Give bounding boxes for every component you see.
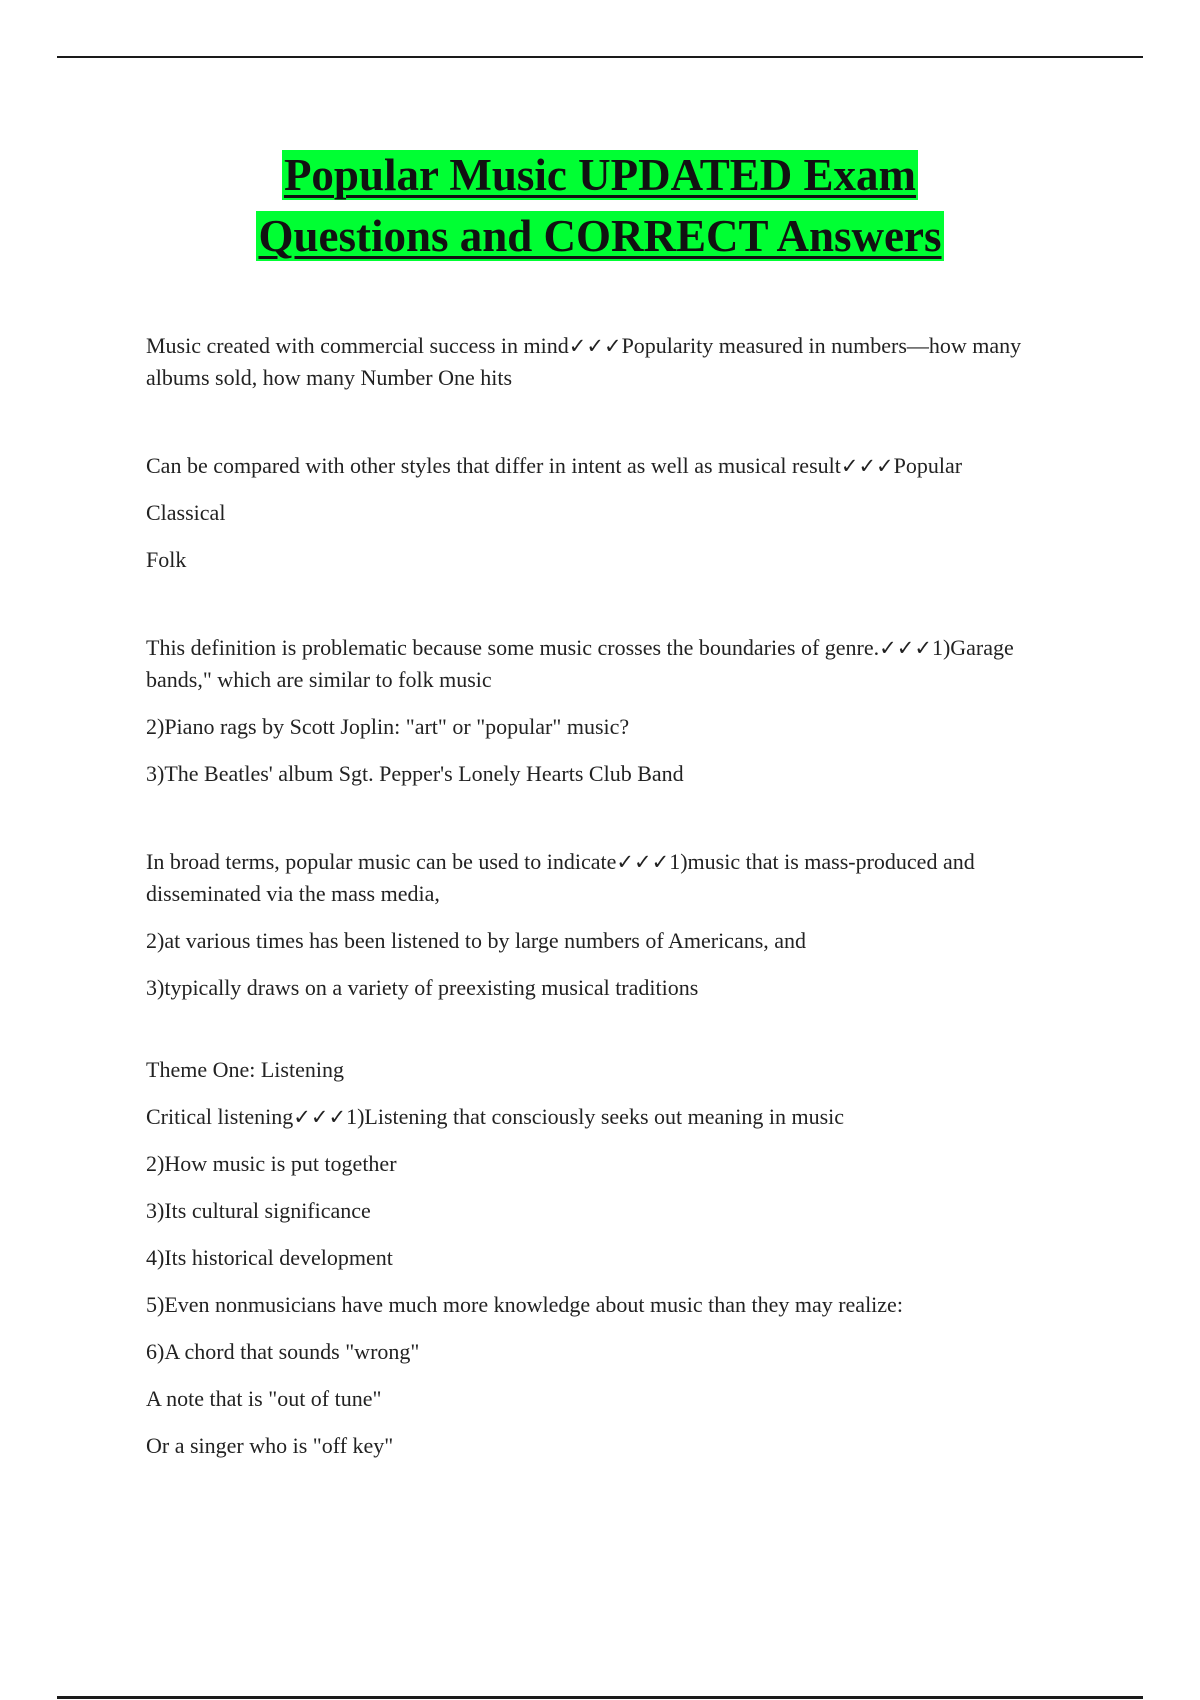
qa-block — [146, 450, 1066, 576]
answer-line: 5)Even nonmusicians have much more knowledge about music than they may realize: — [146, 1292, 903, 1317]
answer-line: 2)at various times has been listened to by large numbers of Americans, and — [146, 928, 807, 953]
title-line-1: Popular Music UPDATED Exam — [283, 150, 917, 200]
answer-line: 4)Its historical development — [146, 1245, 393, 1270]
qa-line — [146, 632, 1066, 696]
answer-line: Classical — [146, 500, 226, 525]
answer-line: A note that is "out of tune" — [146, 1386, 382, 1411]
qa-line — [146, 846, 1066, 910]
answer-line: 6)A chord that sounds "wrong" — [146, 1339, 420, 1364]
question-text: Music created with commercial success in mind — [146, 333, 569, 358]
qa-line — [146, 450, 1066, 482]
qa-content — [146, 330, 1066, 1477]
answer-line: 2)How music is put together — [146, 1151, 397, 1176]
page-title — [0, 145, 1200, 267]
qa-block — [146, 632, 1066, 790]
bottom-rule — [57, 1696, 1143, 1699]
qa-block — [146, 330, 1066, 394]
answer-text: 1)music that is mass-produced and disseminated via the mass media, — [146, 849, 975, 906]
question-text: Can be compared with other styles that differ in intent as well as musical result — [146, 453, 841, 478]
answer-check-icon: ✓✓✓ — [840, 454, 894, 478]
answer-line: 3)Its cultural significance — [146, 1198, 371, 1223]
answer-check-icon: ✓✓✓ — [293, 1105, 347, 1129]
answer-text: 1)Garage bands," which are similar to folk music — [146, 635, 1014, 692]
title-line-2: Questions and CORRECT Answers — [258, 211, 942, 261]
question-text: Critical listening — [146, 1104, 294, 1129]
answer-line: Or a singer who is "off key" — [146, 1433, 394, 1458]
answer-check-icon: ✓✓✓ — [568, 334, 622, 358]
answer-line: 3)The Beatles' album Sgt. Pepper's Lonely Hearts Club Band — [146, 761, 684, 786]
qa-line — [146, 330, 1066, 394]
answer-text: Popularity measured in numbers—how many albums sold, how many Number One hits — [146, 333, 1022, 390]
answer-check-icon: ✓✓✓ — [879, 636, 932, 660]
qa-block — [146, 1054, 1066, 1462]
question-text: In broad terms, popular music can be used to indicate — [146, 849, 617, 874]
question-text: This definition is problematic because some music crosses the boundaries of genre. — [146, 635, 880, 660]
answer-text: 1)Listening that consciously seeks out meaning in music — [346, 1104, 845, 1129]
answer-line: 2)Piano rags by Scott Joplin: "art" or "popular" music? — [146, 714, 630, 739]
qa-block — [146, 846, 1066, 1004]
answer-text: Popular — [893, 453, 963, 478]
qa-line — [146, 1101, 1066, 1133]
answer-check-icon: ✓✓✓ — [616, 850, 670, 874]
section-heading: Theme One: Listening — [146, 1057, 344, 1082]
top-rule — [57, 56, 1143, 58]
answer-line: Folk — [146, 547, 187, 572]
answer-line: 3)typically draws on a variety of preexisting musical traditions — [146, 975, 699, 1000]
